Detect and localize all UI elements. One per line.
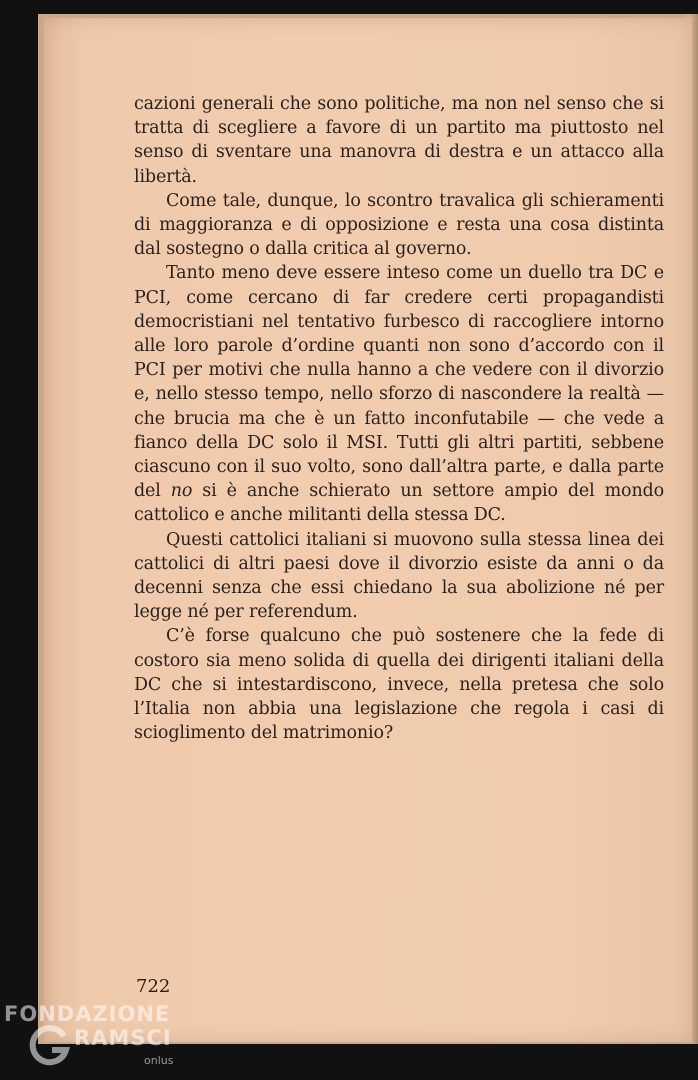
paragraph-text: si è anche schierato un settore ampio del mondo cattolico e anche militanti della stessa DC. [134, 481, 664, 526]
g-logo-icon [28, 1024, 72, 1068]
page-number: 722 [136, 976, 171, 997]
watermark-line1: FONDAZIONE [4, 1002, 171, 1026]
watermark-suffix: onlus [144, 1054, 174, 1067]
italic-word: no [170, 481, 193, 502]
paragraph: Come tale, dunque, lo scontro travalica gli schieramenti di maggioranza e di opposizione e resta una cosa distinta dal sostegno o dalla critica al governo. [134, 190, 664, 260]
paragraph: C’è forse qualcuno che può sostenere che la fede di costoro sia meno solida di quella dei dirigenti italiani della DC che si intestardiscono, invece, nella pretesa che solo l’Italia non abbia una legislazione che regola i casi di scioglimento del matrimonio? [134, 626, 664, 744]
watermark [4, 1002, 204, 1078]
paragraph [134, 261, 664, 527]
paragraph-text: Tanto meno deve essere inteso come un duello tra DC e PCI, come cercano di far credere certi propagandisti democristiani nel tentativo furbesco di raccogliere intorno alle loro parole d’ordine quanti non sono d’accordo con il PCI per motivi che nulla hanno a che vedere con il divorzio e, nello stesso tempo, nello sforzo di nascondere la realtà — che brucia ma che è un fatto inconfutabile — che vede a fianco della DC solo il MSI. Tutti gli altri partiti, sebbene ciascuno con il suo volto, sono dall’altra parte, e dalla parte del [134, 263, 664, 502]
paragraph: cazioni generali che sono politiche, ma non nel senso che si tratta di scegliere a favore di un partito ma piuttosto nel senso di sventare una manovra di destra e un attacco alla libertà. [134, 94, 664, 187]
body-text [134, 92, 664, 745]
watermark-line2: RAMSCI [74, 1026, 172, 1050]
paragraph: Questi cattolici italiani si muovono sulla stessa linea dei cattolici di altri paesi dove il divorzio esiste da anni o da decenni senza che essi chiedano la sua abolizione né per legge né per referendum. [134, 529, 664, 623]
